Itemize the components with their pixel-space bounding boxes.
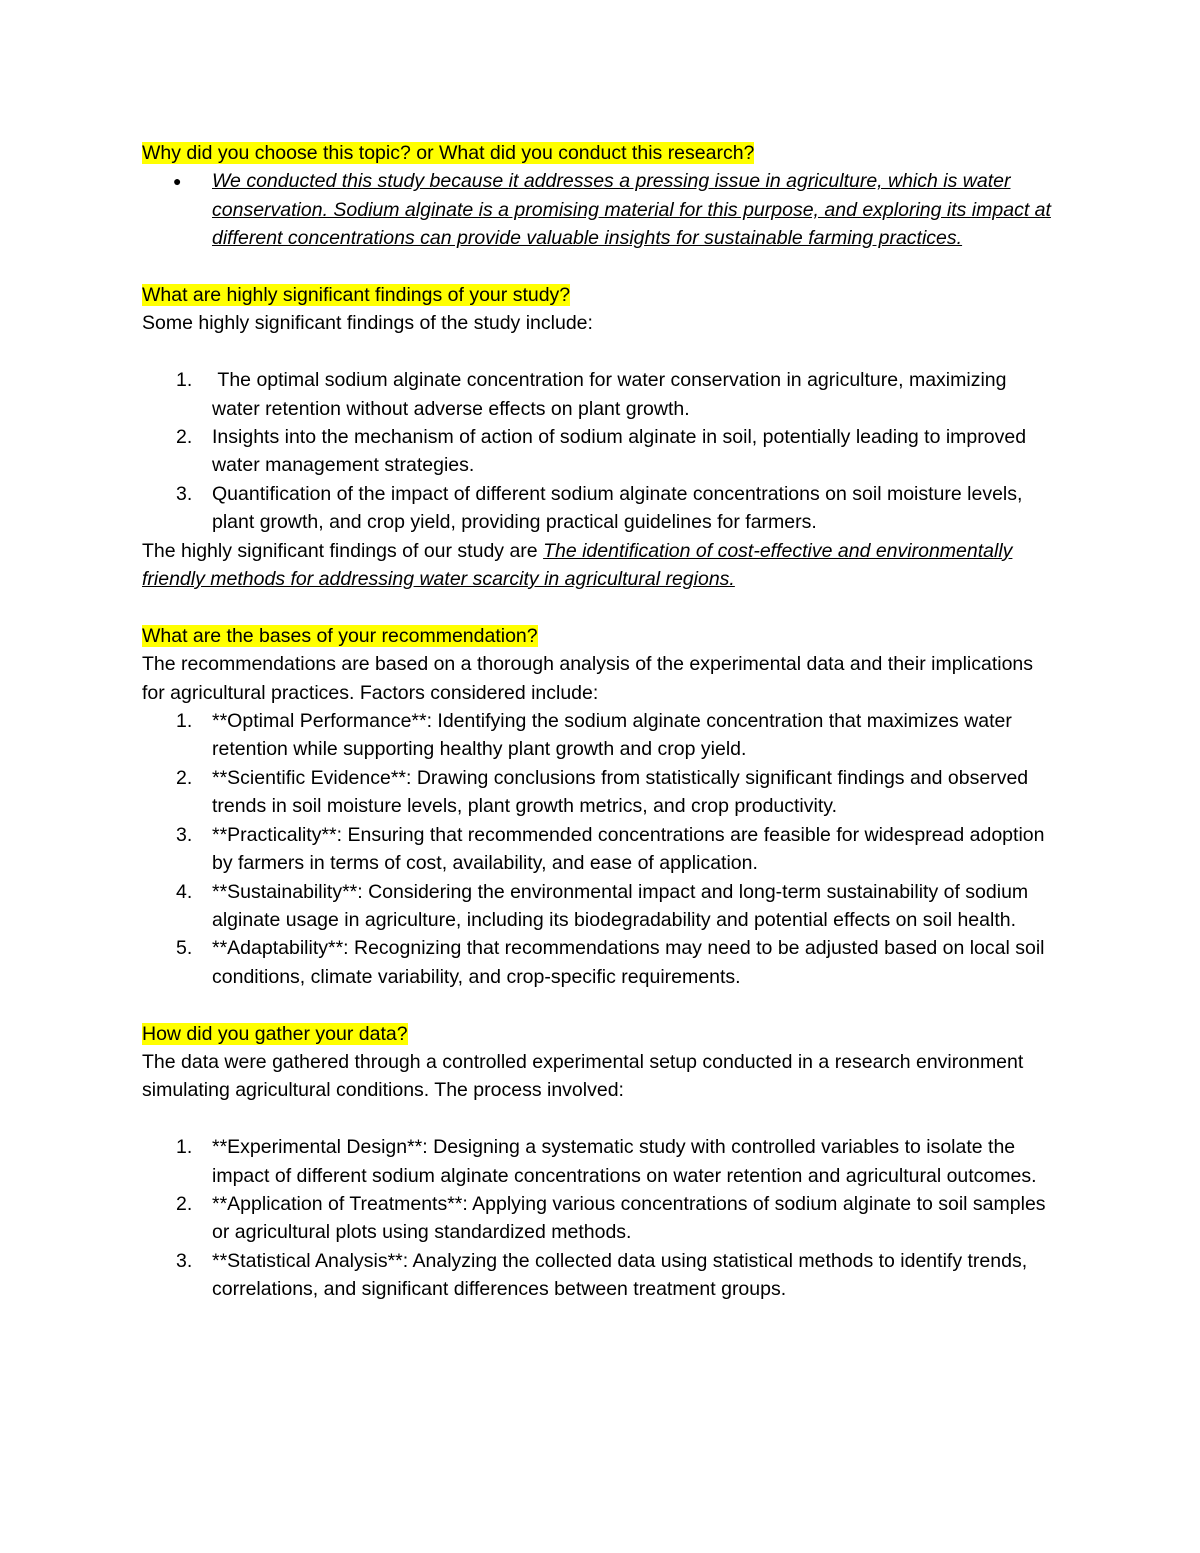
list-item	[142, 1190, 1057, 1247]
list-item-text: **Statistical Analysis**: Analyzing the collected data using statistical methods to identify trends, correlations, and significant differences between treatment groups.	[212, 1249, 1028, 1301]
recommendation-intro: The recommendations are based on a thorough analysis of the experimental data and their implications for agricultural practices. Factors considered include:	[142, 653, 1034, 704]
list-item	[142, 934, 1057, 991]
findings-summary	[142, 537, 1057, 594]
list-item-text: **Adaptability**: Recognizing that recommendations may need to be adjusted based on local soil conditions, climate variability, and crop-specific requirements.	[212, 937, 1045, 988]
question-data-text: How did you gather your data?	[142, 1022, 408, 1045]
why-answer-list	[142, 167, 1057, 252]
list-item-text: **Optimal Performance**: Identifying the sodium alginate concentration that maximizes water retention while supporting healthy plant growth and crop yield.	[212, 710, 1012, 761]
spacer	[142, 1105, 1057, 1133]
question-why-text: Why did you choose this topic? or What did you conduct this research?	[142, 142, 755, 164]
data-intro: The data were gathered through a controlled experimental setup conducted in a research environment simulating agricultural conditions. The process involved:	[142, 1050, 1024, 1102]
list-item-text: Quantification of the impact of different sodium alginate concentrations on soil moisture levels, plant growth, and crop yield, providing practical guidelines for farmers.	[212, 482, 1023, 534]
findings-summary-prefix: The highly significant findings of our study are	[142, 539, 544, 562]
question-recommendation-text: What are the bases of your recommendation?	[142, 624, 538, 647]
list-item-text: Insights into the mechanism of action of sodium alginate in soil, potentially leading to improved water management strategies.	[212, 426, 1027, 477]
question-why	[142, 139, 1057, 167]
list-number: 1.	[176, 1136, 193, 1159]
list-number: 1.	[176, 369, 193, 392]
recommendation-list	[142, 707, 1057, 991]
list-number: 3.	[176, 482, 193, 505]
list-number: 5.	[176, 937, 193, 960]
question-recommendation	[142, 622, 1057, 650]
why-answer: We conducted this study because it addresses a pressing issue in agriculture, which is water conservation. Sodium alginate is a promising material for this purpose, and exploring its impact at different concentrations can provide valuable insights for sustainable farming practices.	[212, 170, 1051, 250]
list-item	[142, 366, 1057, 423]
list-number: 1.	[176, 710, 193, 733]
spacer	[142, 253, 1057, 281]
list-number: 2.	[176, 766, 193, 789]
list-item-text: **Practicality**: Ensuring that recommended concentrations are feasible for widespread adoption by farmers in terms of cost, availability, and ease of application.	[212, 823, 1045, 875]
spacer	[142, 593, 1057, 621]
list-number: 3.	[176, 1249, 193, 1272]
list-number: 2.	[176, 1192, 193, 1215]
list-item	[142, 167, 1057, 252]
findings-summary-emphasis: The identification of cost-effective and environmentally friendly methods for addressing water scarcity in agricultural regions.	[142, 539, 1013, 591]
list-item	[142, 480, 1057, 537]
list-number: 4.	[176, 880, 193, 903]
list-item	[142, 1133, 1057, 1190]
document-page	[142, 139, 1057, 1304]
list-number: 2.	[176, 426, 193, 449]
list-item	[142, 821, 1057, 878]
list-item	[142, 878, 1057, 935]
list-number: 3.	[176, 823, 193, 846]
list-item-text: **Scientific Evidence**: Drawing conclusions from statistically significant findings and observed trends in soil moisture levels, plant growth metrics, and crop productivity.	[212, 766, 1029, 818]
spacer	[142, 338, 1057, 366]
list-item	[142, 1247, 1057, 1304]
list-item-text: **Experimental Design**: Designing a systematic study with controlled variables to isolate the impact of different sodium alginate concentrations on water retention and agricultural outcomes.	[212, 1136, 1037, 1187]
question-findings	[142, 281, 1057, 309]
findings-list	[142, 366, 1057, 536]
list-item-text: The optimal sodium alginate concentration for water conservation in agriculture, maximizing water retention without adverse effects on plant growth.	[212, 369, 1012, 420]
list-item	[142, 764, 1057, 821]
list-item-text: **Sustainability**: Considering the environmental impact and long-term sustainability of sodium alginate usage in agriculture, including its biodegradability and potential effects on soil health.	[212, 880, 1029, 931]
findings-intro: Some highly significant findings of the study include:	[142, 312, 593, 335]
spacer	[142, 991, 1057, 1019]
bullet-icon: ●	[173, 173, 182, 190]
data-list	[142, 1133, 1057, 1303]
list-item-text: **Application of Treatments**: Applying various concentrations of sodium alginate to soil samples or agricultural plots using standardized methods.	[212, 1192, 1046, 1244]
list-item	[142, 707, 1057, 764]
question-data	[142, 1020, 1057, 1048]
list-item	[142, 423, 1057, 480]
question-findings-text: What are highly significant findings of your study?	[142, 284, 571, 307]
